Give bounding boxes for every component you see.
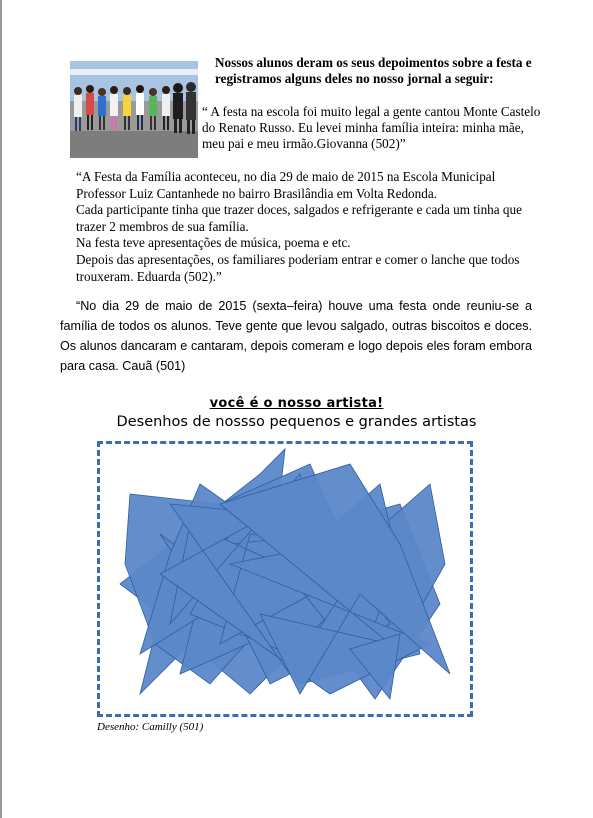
testimonial-caua — [60, 296, 532, 376]
testimonial-eduarda — [60, 169, 540, 285]
paragraph: “A Festa da Família aconteceu, no dia 29 de maio de 2015 na Escola Municipal Professor Luiz Cantanhede no bairro Brasilândia em Volta Redonda. — [76, 169, 496, 201]
paragraph: “No dia 29 de maio de 2015 (sexta–feira) houve uma festa onde reuniu-se a família de todos os alunos. Teve gente que levou salgado, outras biscoitos e doces. Os alunos dancaram e cantaram, depois comeram e logo depois eles foram embora para casa. Cauã (501) — [60, 299, 532, 373]
intro-heading-text: Nossos alunos deram os seus depoimentos sobre a festa e registramos alguns deles no nosso jornal a seguir: — [215, 55, 532, 86]
artist-section-title: você é o nosso artista! — [209, 396, 384, 411]
drawing-caption: Desenho: Camilly (501) — [97, 721, 204, 733]
paragraph: Cada participante tinha que trazer doces, salgados e refrigerante e cada um tinha que trazer 2 membros de sua família. — [76, 202, 522, 234]
paragraph: Depois das apresentações, os familiares poderiam entrar e comer o lanche que todos trouxeram. Eduarda (502).” — [76, 251, 520, 284]
artist-section-subtitle: Desenhos de nossso pequenos e grandes artistas — [116, 414, 477, 430]
scribble-drawing — [100, 444, 470, 714]
paragraph: Na festa teve apresentações de música, poema e etc. — [76, 235, 351, 251]
students-photo — [70, 61, 198, 158]
testimonial-giovanna: “ A festa na escola foi muito legal a gente cantou Monte Castelo do Renato Russo. Eu levei minha família inteira: minha mãe, meu pai e meu irmão.Giovanna (502)” — [202, 104, 541, 151]
intro-heading — [202, 55, 542, 87]
drawing-frame — [97, 441, 473, 717]
